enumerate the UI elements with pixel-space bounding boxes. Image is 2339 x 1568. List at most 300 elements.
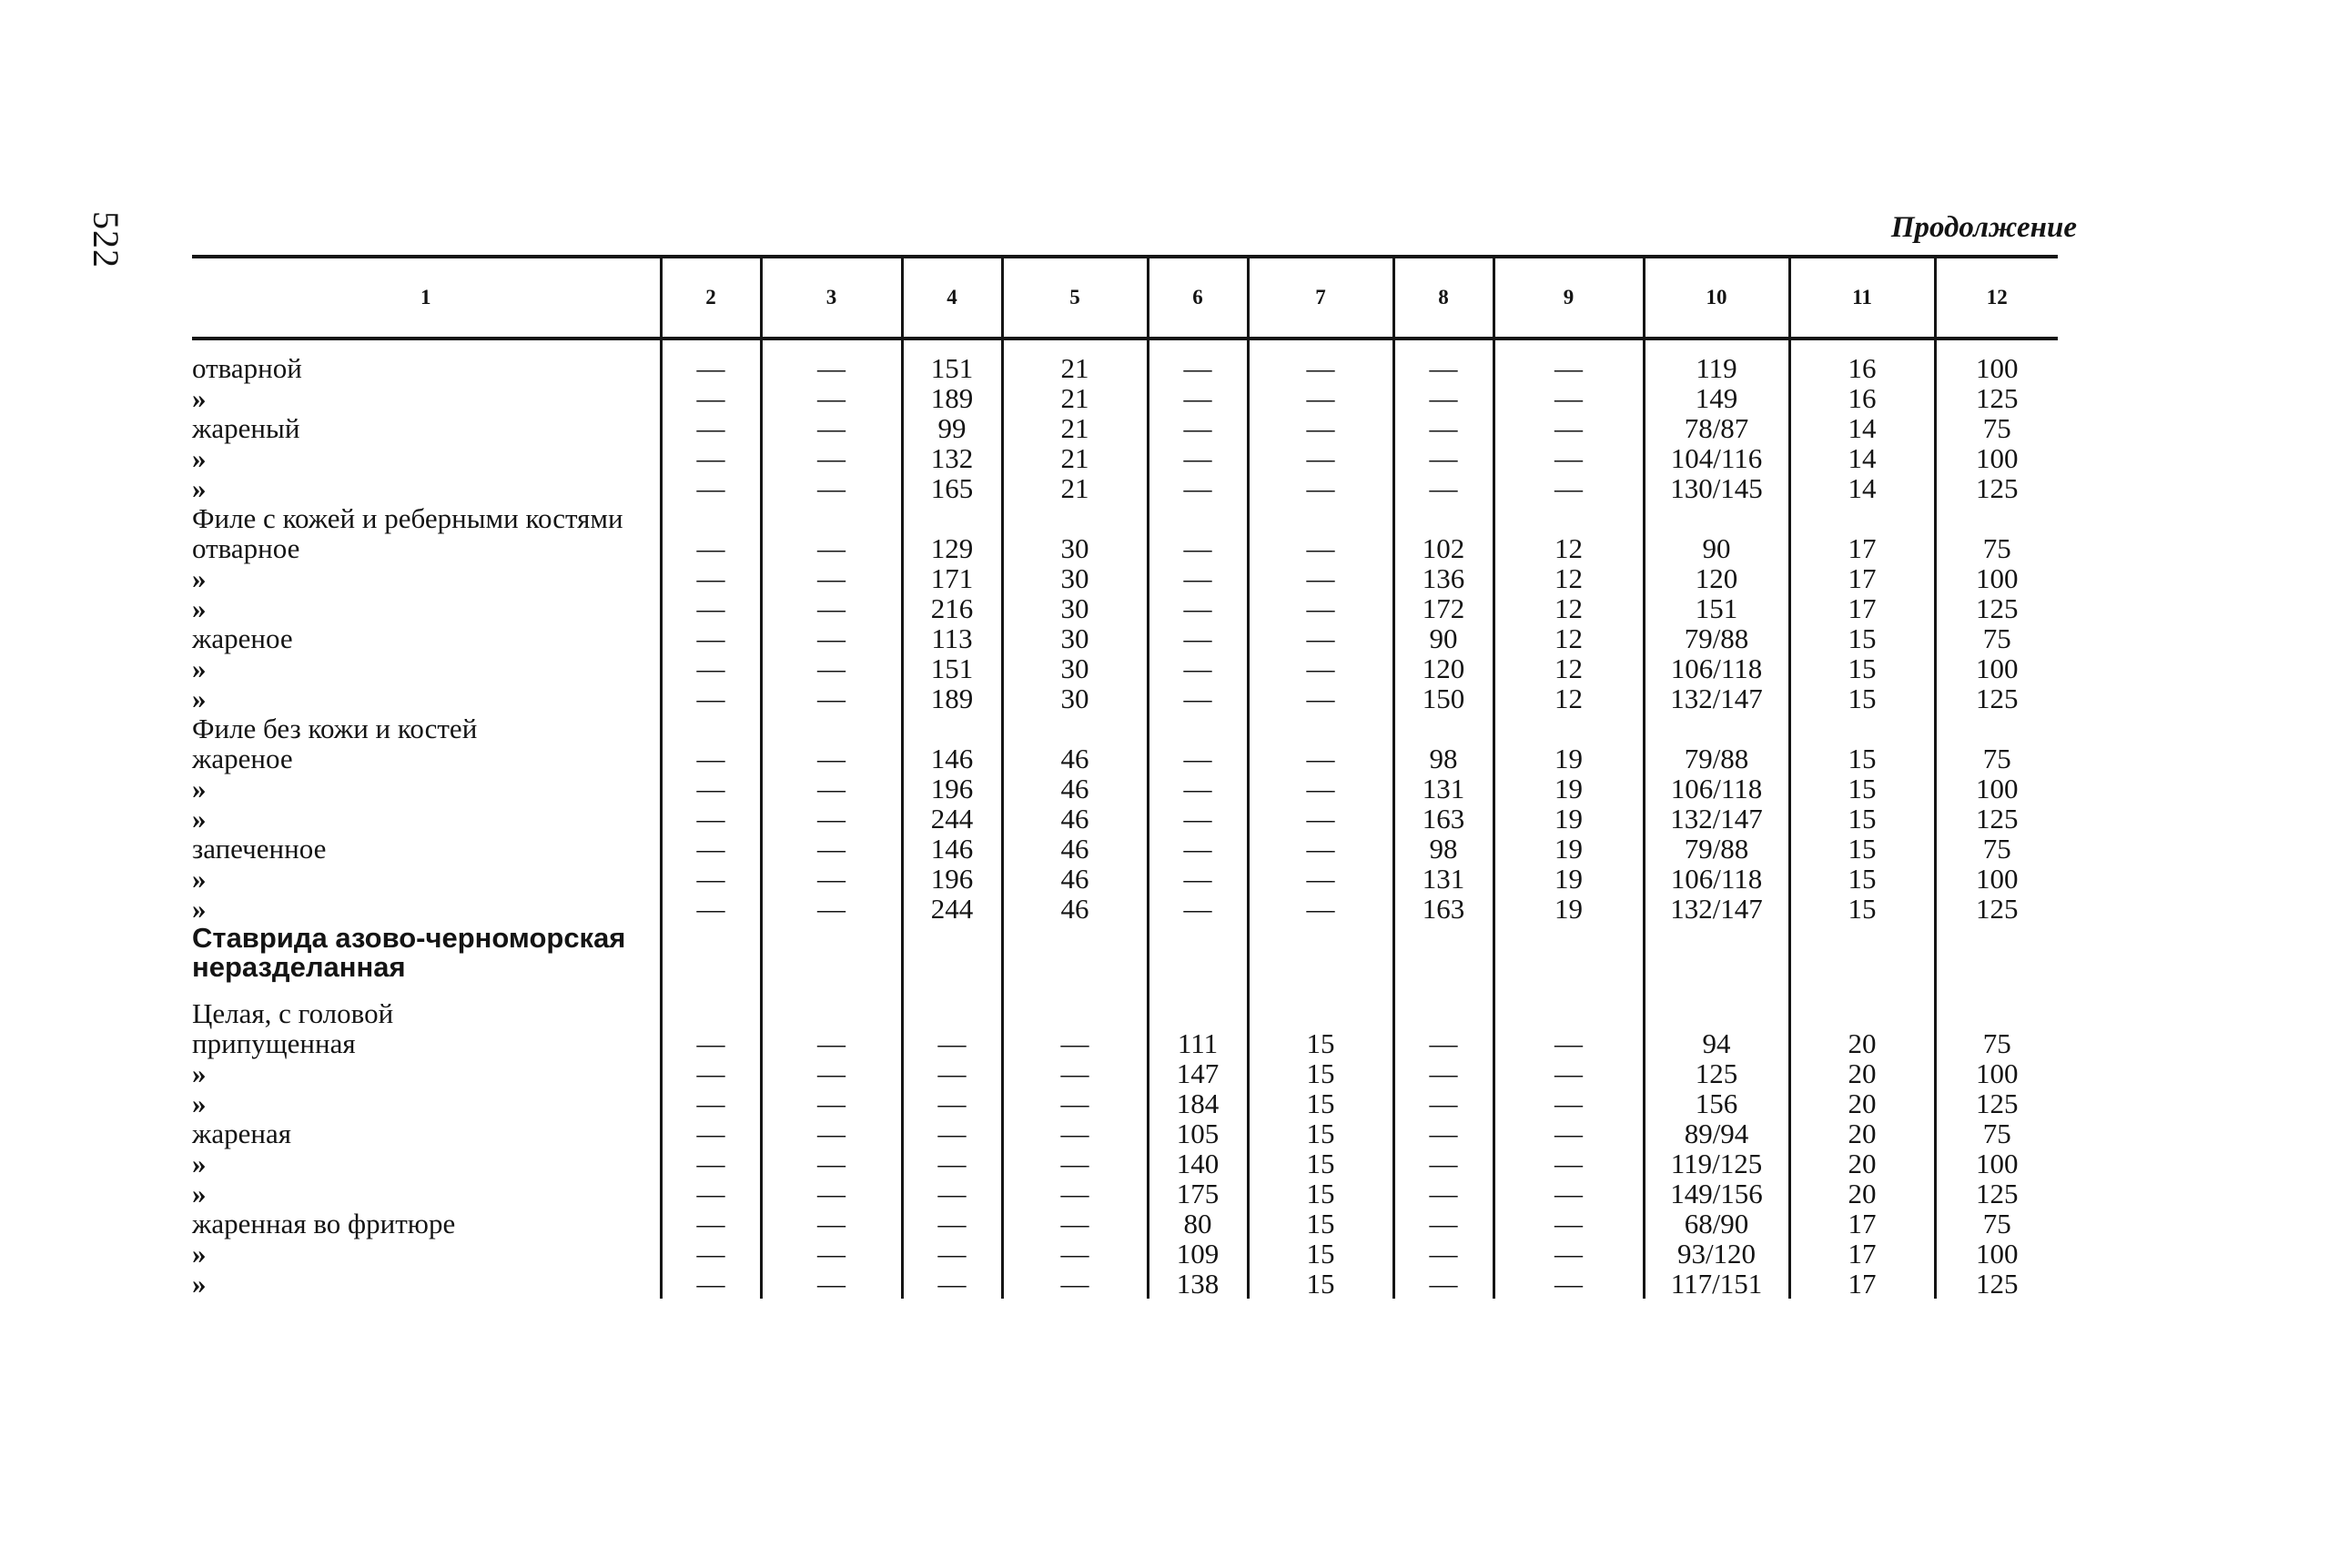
table-cell [1494, 924, 1644, 982]
table-cell: 109 [1148, 1239, 1248, 1269]
table-cell: — [1148, 834, 1248, 864]
table-cell: — [661, 683, 761, 713]
table-cell: — [1148, 593, 1248, 623]
table-cell: 21 [1002, 353, 1148, 383]
table-cell: 98 [1393, 834, 1494, 864]
table-cell: 132/147 [1644, 683, 1789, 713]
table-cell: 30 [1002, 653, 1148, 683]
section-heading-row [192, 924, 2058, 982]
table-cell: 132/147 [1644, 894, 1789, 924]
table-cell: 30 [1002, 623, 1148, 653]
table-cell [661, 998, 761, 1028]
table-cell: 15 [1789, 894, 1935, 924]
table-row [192, 1209, 2058, 1239]
table-cell: 131 [1393, 864, 1494, 894]
table-cell: — [1393, 1088, 1494, 1118]
table-cell: — [1494, 1088, 1644, 1118]
table-cell [1644, 998, 1789, 1028]
row-label: » [192, 802, 207, 835]
table-cell: 21 [1002, 443, 1148, 473]
table-cell: 19 [1494, 834, 1644, 864]
table-cell: — [1148, 653, 1248, 683]
table-cell: — [1248, 563, 1393, 593]
table-cell [902, 924, 1002, 982]
table-cell: — [761, 593, 902, 623]
table-cell: 12 [1494, 533, 1644, 563]
table-cell: 125 [1935, 1269, 2058, 1299]
table-cell [1248, 924, 1393, 982]
table-cell: 17 [1789, 593, 1935, 623]
table-cell: 12 [1494, 653, 1644, 683]
table-cell: 21 [1002, 413, 1148, 443]
table-cell: — [661, 1269, 761, 1299]
table-cell: 15 [1789, 744, 1935, 774]
table-cell [902, 503, 1002, 533]
table-cell [1002, 998, 1148, 1028]
column-header: 6 [1148, 257, 1248, 339]
row-label: » [192, 592, 207, 624]
row-label: » [192, 772, 207, 804]
table-cell: 100 [1935, 1058, 2058, 1088]
table-cell: 79/88 [1644, 623, 1789, 653]
column-header: 9 [1494, 257, 1644, 339]
table-row [192, 473, 2058, 503]
table-cell: — [1248, 744, 1393, 774]
table-cell: — [761, 1058, 902, 1088]
table-row [192, 894, 2058, 924]
table-cell: 104/116 [1644, 443, 1789, 473]
table-cell [1644, 503, 1789, 533]
table-cell [1935, 713, 2058, 744]
table-cell: 75 [1935, 623, 2058, 653]
row-label: запеченное [192, 832, 327, 865]
table-cell: — [661, 894, 761, 924]
table-cell [661, 503, 761, 533]
table-cell: — [1393, 1148, 1494, 1179]
table-cell: — [761, 1028, 902, 1058]
table-cell: 75 [1935, 413, 2058, 443]
table-row [192, 1058, 2058, 1088]
table-cell: — [1494, 383, 1644, 413]
table-cell: — [1393, 1179, 1494, 1209]
table-cell: — [1002, 1118, 1148, 1148]
table-body [192, 339, 2058, 1299]
spacer-cell [1248, 339, 1393, 353]
table-cell: — [902, 1269, 1002, 1299]
table-row [192, 1088, 2058, 1118]
table-cell: 20 [1789, 1058, 1935, 1088]
table-cell: 100 [1935, 563, 2058, 593]
row-label: » [192, 381, 207, 414]
table-cell: 68/90 [1644, 1209, 1789, 1239]
table-cell: 105 [1148, 1118, 1248, 1148]
table-cell: — [1494, 443, 1644, 473]
table-cell: — [661, 1148, 761, 1179]
table-cell: 102 [1393, 533, 1494, 563]
table-cell: — [1494, 1179, 1644, 1209]
table-cell: 15 [1789, 653, 1935, 683]
table-cell [902, 998, 1002, 1028]
table-cell: — [1148, 353, 1248, 383]
table-cell: — [661, 383, 761, 413]
row-label: » [192, 1237, 207, 1270]
spacer-row [192, 339, 2058, 353]
table-cell: 100 [1935, 353, 2058, 383]
table-cell [1393, 503, 1494, 533]
table-cell: 19 [1494, 864, 1644, 894]
table-cell [761, 924, 902, 982]
table-cell: 119 [1644, 353, 1789, 383]
table-cell: — [1148, 383, 1248, 413]
header-row [192, 257, 2058, 339]
table-cell [1248, 503, 1393, 533]
table-cell: 138 [1148, 1269, 1248, 1299]
table-cell: — [661, 623, 761, 653]
table-cell: 171 [902, 563, 1002, 593]
table-cell [1935, 998, 2058, 1028]
table-cell: 146 [902, 834, 1002, 864]
table-cell [1935, 924, 2058, 982]
table-cell: 19 [1494, 774, 1644, 804]
table-cell: 75 [1935, 1209, 2058, 1239]
row-label: » [192, 561, 207, 594]
table-cell: — [661, 533, 761, 563]
table-cell: 30 [1002, 563, 1148, 593]
row-label: » [192, 892, 207, 925]
table-cell: — [661, 744, 761, 774]
table-cell: — [1393, 413, 1494, 443]
group-row [192, 503, 2058, 533]
table-cell: 125 [1644, 1058, 1789, 1088]
table-cell [1148, 503, 1248, 533]
table-cell [1789, 924, 1935, 982]
spacer-cell [1789, 339, 1935, 353]
table-cell: 106/118 [1644, 653, 1789, 683]
table-cell: — [1393, 1028, 1494, 1058]
table-cell [1494, 713, 1644, 744]
row-label: » [192, 652, 207, 684]
table-cell: — [1393, 1058, 1494, 1088]
table-cell: 111 [1148, 1028, 1248, 1058]
spacer-cell [1148, 982, 1248, 998]
table-cell: — [1248, 894, 1393, 924]
table-cell: 100 [1935, 1239, 2058, 1269]
spacer-cell [1002, 982, 1148, 998]
table-cell: 125 [1935, 593, 2058, 623]
table-cell: 15 [1248, 1209, 1393, 1239]
table-cell: 175 [1148, 1179, 1248, 1209]
table-cell: 17 [1789, 533, 1935, 563]
spacer-cell [1494, 339, 1644, 353]
table-cell: 131 [1393, 774, 1494, 804]
table-row [192, 593, 2058, 623]
table-row [192, 1118, 2058, 1148]
table-cell [1393, 713, 1494, 744]
table-cell: — [1494, 473, 1644, 503]
spacer-cell [1935, 339, 2058, 353]
table-cell: 196 [902, 864, 1002, 894]
table-cell: 99 [902, 413, 1002, 443]
table-cell: — [761, 533, 902, 563]
row-label: » [192, 1147, 207, 1179]
table-cell [1935, 503, 2058, 533]
table-cell: — [661, 1028, 761, 1058]
column-header: 3 [761, 257, 902, 339]
table-cell: — [761, 383, 902, 413]
table-cell: 19 [1494, 804, 1644, 834]
data-table [192, 255, 2058, 1299]
table-cell: 17 [1789, 1239, 1935, 1269]
table-cell [1789, 998, 1935, 1028]
table-row [192, 1148, 2058, 1179]
table-cell: 151 [902, 653, 1002, 683]
spacer-cell [192, 339, 661, 353]
table-cell: 15 [1248, 1058, 1393, 1088]
table-cell [1002, 713, 1148, 744]
table-cell: 130/145 [1644, 473, 1789, 503]
table-row [192, 443, 2058, 473]
table-cell: — [661, 653, 761, 683]
table-cell: 30 [1002, 683, 1148, 713]
table-row [192, 1179, 2058, 1209]
spacer-cell [192, 982, 661, 998]
table-cell: 46 [1002, 744, 1148, 774]
table-cell: — [1248, 443, 1393, 473]
table-cell: 119/125 [1644, 1148, 1789, 1179]
table-cell: 30 [1002, 533, 1148, 563]
table-cell: — [1002, 1269, 1148, 1299]
table-cell: — [902, 1148, 1002, 1179]
table-cell: 80 [1148, 1209, 1248, 1239]
table-cell: — [1148, 473, 1248, 503]
table-cell: 12 [1494, 623, 1644, 653]
table-cell: 15 [1789, 683, 1935, 713]
table-cell: — [1393, 473, 1494, 503]
table-cell: 156 [1644, 1088, 1789, 1118]
spacer-cell [1789, 982, 1935, 998]
table-cell: 17 [1789, 1269, 1935, 1299]
spacer-cell [1393, 982, 1494, 998]
table-cell: — [1248, 834, 1393, 864]
table-cell [761, 998, 902, 1028]
spacer-cell [1148, 339, 1248, 353]
row-label: Целая, с головой [192, 996, 394, 1029]
spacer-cell [761, 982, 902, 998]
table-cell: 149 [1644, 383, 1789, 413]
table-cell: 21 [1002, 383, 1148, 413]
table-cell: — [1148, 623, 1248, 653]
table-cell: 163 [1393, 804, 1494, 834]
row-label: жареное [192, 622, 293, 654]
table-cell: — [661, 593, 761, 623]
table-cell: 163 [1393, 894, 1494, 924]
row-label: » [192, 1057, 207, 1089]
table-cell [661, 924, 761, 982]
table-cell: — [661, 774, 761, 804]
table-cell: — [1248, 864, 1393, 894]
table-row [192, 353, 2058, 383]
row-label: отварной [192, 351, 302, 384]
table-cell: — [1494, 1269, 1644, 1299]
table-cell: 15 [1248, 1028, 1393, 1058]
table-cell: 244 [902, 804, 1002, 834]
table-cell: — [661, 1058, 761, 1088]
table-cell: 15 [1789, 623, 1935, 653]
table-cell: 14 [1789, 473, 1935, 503]
table-cell: — [1393, 1269, 1494, 1299]
table-cell: — [1248, 383, 1393, 413]
table-cell: — [761, 1269, 902, 1299]
table-cell: 94 [1644, 1028, 1789, 1058]
table-cell: — [1494, 1209, 1644, 1239]
table-cell: — [761, 353, 902, 383]
table-cell: 14 [1789, 443, 1935, 473]
table-cell: 15 [1248, 1118, 1393, 1148]
table-cell: 46 [1002, 834, 1148, 864]
table-cell [902, 713, 1002, 744]
table-cell: 184 [1148, 1088, 1248, 1118]
row-label: » [192, 1087, 207, 1119]
table-row [192, 804, 2058, 834]
table-cell: 20 [1789, 1028, 1935, 1058]
table-cell: 14 [1789, 413, 1935, 443]
table-cell: — [1148, 804, 1248, 834]
table-row [192, 533, 2058, 563]
column-header: 10 [1644, 257, 1789, 339]
table-cell: — [761, 443, 902, 473]
table-cell: 100 [1935, 864, 2058, 894]
table-cell [661, 713, 761, 744]
table-cell: — [1494, 1028, 1644, 1058]
table-cell: 151 [1644, 593, 1789, 623]
table-cell: — [1002, 1028, 1148, 1058]
table-cell: 106/118 [1644, 774, 1789, 804]
table-cell: 19 [1494, 894, 1644, 924]
table-cell: 15 [1248, 1179, 1393, 1209]
table-cell: — [902, 1118, 1002, 1148]
table-cell: 12 [1494, 563, 1644, 593]
table-cell: 136 [1393, 563, 1494, 593]
page-number: 522 [86, 211, 127, 268]
table-cell: 117/151 [1644, 1269, 1789, 1299]
table-cell: — [1248, 804, 1393, 834]
table-cell: 165 [902, 473, 1002, 503]
table-cell [1644, 713, 1789, 744]
table-cell: 216 [902, 593, 1002, 623]
table-cell: 46 [1002, 774, 1148, 804]
spacer-cell [1002, 339, 1148, 353]
section-heading: Ставрида азово-черноморская неразделанная [192, 922, 626, 983]
table-cell: 98 [1393, 744, 1494, 774]
table-cell: 129 [902, 533, 1002, 563]
table-cell: — [661, 1209, 761, 1239]
table-cell: 30 [1002, 593, 1148, 623]
table-cell: — [761, 834, 902, 864]
table-cell: 75 [1935, 1028, 2058, 1058]
table-cell: — [761, 653, 902, 683]
table-cell: — [1248, 353, 1393, 383]
table-cell: 125 [1935, 894, 2058, 924]
table-row [192, 834, 2058, 864]
table-cell: 132 [902, 443, 1002, 473]
table-cell: 75 [1935, 1118, 2058, 1148]
table-cell: — [761, 1209, 902, 1239]
spacer-cell [661, 339, 761, 353]
table-cell [1148, 924, 1248, 982]
table-row [192, 383, 2058, 413]
table-cell: — [1494, 1148, 1644, 1179]
spacer-cell [1935, 982, 2058, 998]
row-label: отварное [192, 531, 300, 564]
table-cell: 15 [1789, 804, 1935, 834]
table-cell: 20 [1789, 1088, 1935, 1118]
table-cell: — [661, 1239, 761, 1269]
table-cell: — [1148, 533, 1248, 563]
table-cell: — [661, 563, 761, 593]
table-cell: — [1148, 563, 1248, 593]
table-cell: 125 [1935, 683, 2058, 713]
table-cell: — [1494, 1239, 1644, 1269]
table-cell: 19 [1494, 744, 1644, 774]
table-cell: — [761, 864, 902, 894]
table-cell: 132/147 [1644, 804, 1789, 834]
table-cell: 12 [1494, 683, 1644, 713]
table-cell: — [761, 894, 902, 924]
table-cell: — [1002, 1239, 1148, 1269]
table-cell: — [1002, 1088, 1148, 1118]
table-cell: — [1248, 533, 1393, 563]
table-cell: — [761, 413, 902, 443]
table-row [192, 413, 2058, 443]
group-row [192, 998, 2058, 1028]
table-cell: — [661, 834, 761, 864]
table-cell: 125 [1935, 1179, 2058, 1209]
table-cell: 15 [1248, 1239, 1393, 1269]
table-cell: 120 [1644, 563, 1789, 593]
table-cell: 15 [1248, 1269, 1393, 1299]
table-cell: 147 [1148, 1058, 1248, 1088]
table-cell: — [1393, 1118, 1494, 1148]
row-label: » [192, 471, 207, 504]
table-cell: 78/87 [1644, 413, 1789, 443]
table-cell: 46 [1002, 804, 1148, 834]
table-cell: — [1148, 413, 1248, 443]
table-cell: — [1002, 1148, 1148, 1179]
table-row [192, 683, 2058, 713]
table-cell: 100 [1935, 653, 2058, 683]
table-cell: 15 [1789, 774, 1935, 804]
table-cell: — [661, 443, 761, 473]
table-cell: 244 [902, 894, 1002, 924]
table-cell: — [761, 1148, 902, 1179]
table-cell: — [1148, 443, 1248, 473]
table-cell: — [902, 1179, 1002, 1209]
row-label: жареный [192, 411, 300, 444]
column-header: 11 [1789, 257, 1935, 339]
table-cell: — [1393, 1209, 1494, 1239]
spacer-cell [1248, 982, 1393, 998]
table-row [192, 1028, 2058, 1058]
table-cell: — [761, 473, 902, 503]
row-label: жареная [192, 1117, 292, 1149]
table-cell: 149/156 [1644, 1179, 1789, 1209]
table-cell: 113 [902, 623, 1002, 653]
table-cell: 93/120 [1644, 1239, 1789, 1269]
table-cell: 125 [1935, 473, 2058, 503]
table-row [192, 774, 2058, 804]
column-header: 5 [1002, 257, 1148, 339]
table-cell [1248, 713, 1393, 744]
